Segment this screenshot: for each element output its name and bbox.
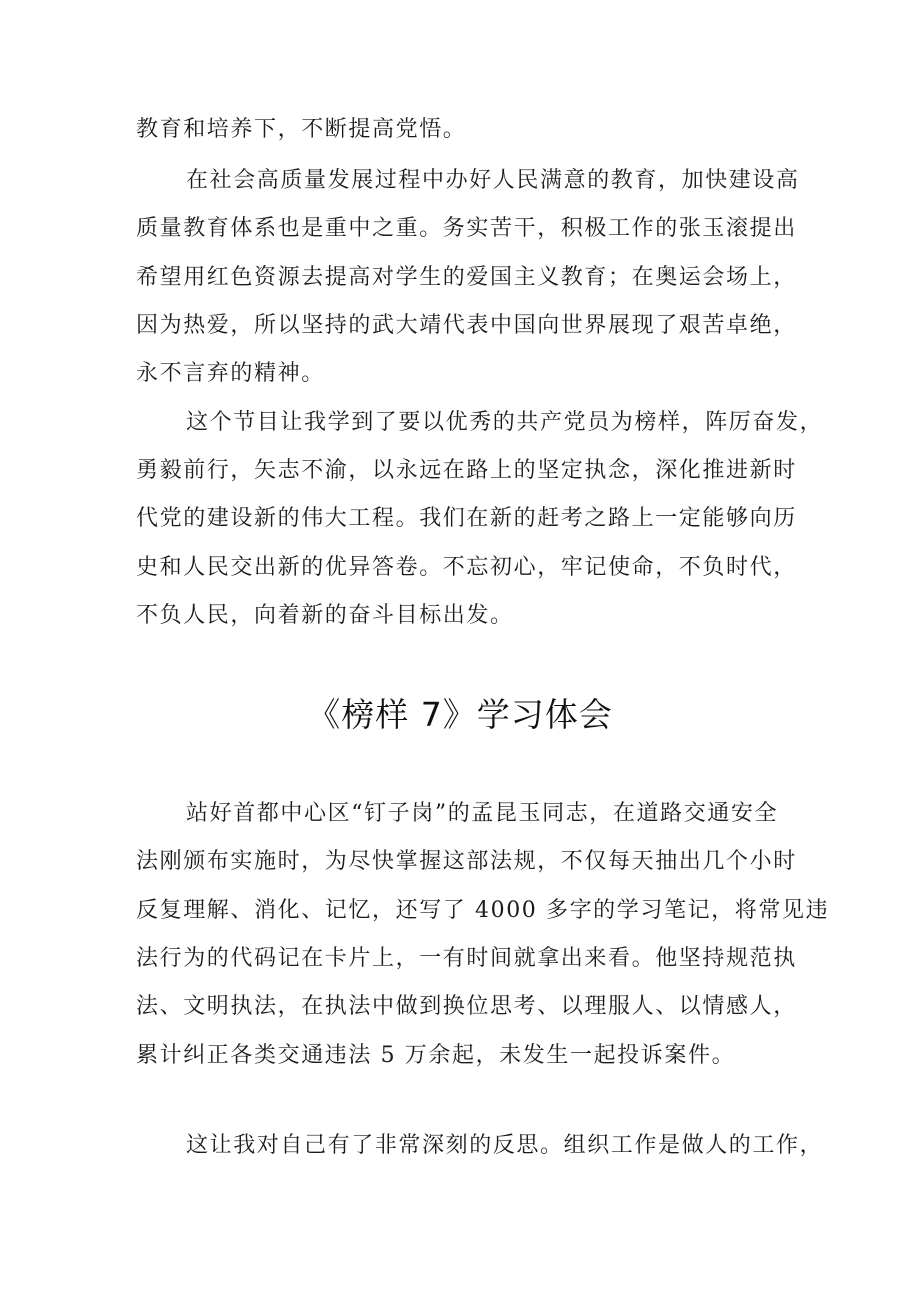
- text-line: 这个节目让我学到了要以优秀的共产党员为榜样，阵厉奋发，: [186, 410, 824, 435]
- text-line: 累计纠正各类交通违法 5 万余起，未发生一起投诉案件。: [136, 1043, 736, 1068]
- text-line: 史和人民交出新的优异答卷。不忘初心，牢记使命，不负时代，: [136, 555, 797, 580]
- text-line: 勇毅前行，矢志不渝，以永远在路上的坚定执念，深化推进新时: [136, 458, 797, 483]
- text-line: 希望用红色资源去提高对学生的爱国主义教育；在奥运会场上，: [136, 265, 797, 290]
- text-line: 代党的建设新的伟大工程。我们在新的赶考之路上一定能够向历: [136, 506, 797, 531]
- text-line: 不负人民，向着新的奋斗目标出发。: [136, 603, 514, 628]
- section-title: 《榜样 7》学习体会: [307, 695, 613, 734]
- text-line: 法、文明执法，在执法中做到换位思考、以理服人、以情感人，: [136, 994, 797, 1019]
- text-line: 质量教育体系也是重中之重。务实苦干，积极工作的张玉滚提出: [136, 216, 797, 241]
- text-line: 反复理解、消化、记忆，还写了 4000 多字的学习笔记，将常见违: [136, 898, 830, 923]
- text-line: 教育和培养下，不断提高党悟。: [136, 117, 467, 142]
- text-line: 因为热爱，所以坚持的武大靖代表中国向世界展现了艰苦卓绝，: [136, 313, 797, 338]
- text-line: 这让我对自己有了非常深刻的反思。组织工作是做人的工作，: [186, 1133, 824, 1158]
- text-line: 站好首都中心区“钉子岗”的孟昆玉同志，在道路交通安全: [186, 801, 779, 826]
- text-line: 法刚颁布实施时，为尽快掌握这部法规，不仅每天抽出几个小时: [136, 849, 797, 874]
- text-line: 法行为的代码记在卡片上，一有时间就拿出来看。他坚持规范执: [136, 946, 797, 971]
- text-line: 在社会高质量发展过程中办好人民满意的教育，加快建设高: [186, 168, 800, 193]
- text-line: 永不言弃的精神。: [136, 361, 325, 386]
